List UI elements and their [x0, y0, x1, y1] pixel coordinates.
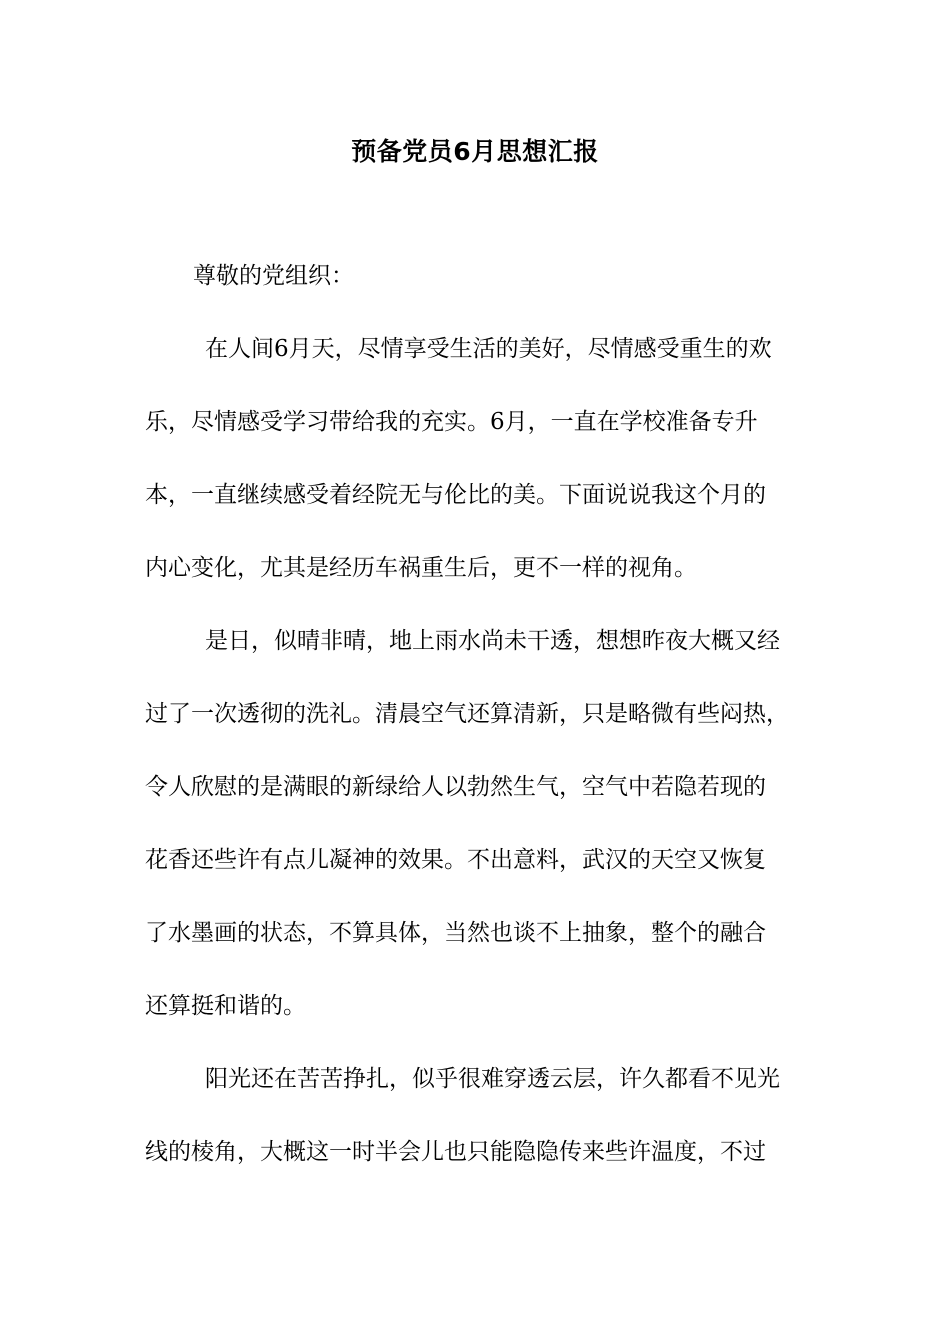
paragraph-line: 令人欣慰的是满眼的新绿给人以勃然生气，空气中若隐若现的 — [145, 774, 766, 800]
paragraph-line: 过了一次透彻的洗礼。清晨空气还算清新，只是略微有些闷热， — [145, 701, 789, 727]
paragraph-line: 花香还些许有点儿凝神的效果。不出意料，武汉的天空又恢复 — [145, 847, 766, 873]
paragraph-line: 乐，尽情感受学习带给我的充实。6月，一直在学校准备专升 — [145, 409, 758, 435]
paragraph-line: 线的棱角，大概这一时半会儿也只能隐隐传来些许温度，不过 — [145, 1139, 766, 1165]
paragraph-line: 阳光还在苦苦挣扎，似乎很难穿透云层，许久都看不见光 — [205, 1066, 780, 1092]
document-body — [145, 256, 825, 1205]
salutation: 尊敬的党组织： — [193, 263, 354, 289]
document-title: 预备党员6月思想汇报 — [351, 137, 599, 166]
paragraph-line: 是日，似晴非晴，地上雨水尚未干透，想想昨夜大概又经 — [205, 628, 780, 654]
paragraph-line: 内心变化，尤其是经历车祸重生后，更不一样的视角。 — [145, 555, 697, 581]
paragraph-line: 还算挺和谐的。 — [145, 993, 306, 1019]
paragraph-line: 了水墨画的状态，不算具体，当然也谈不上抽象，整个的融合 — [145, 920, 766, 946]
paragraph-line: 在人间6月天，尽情享受生活的美好，尽情感受重生的欢 — [205, 336, 772, 362]
paragraph-line: 本，一直继续感受着经院无与伦比的美。下面说说我这个月的 — [145, 482, 766, 508]
